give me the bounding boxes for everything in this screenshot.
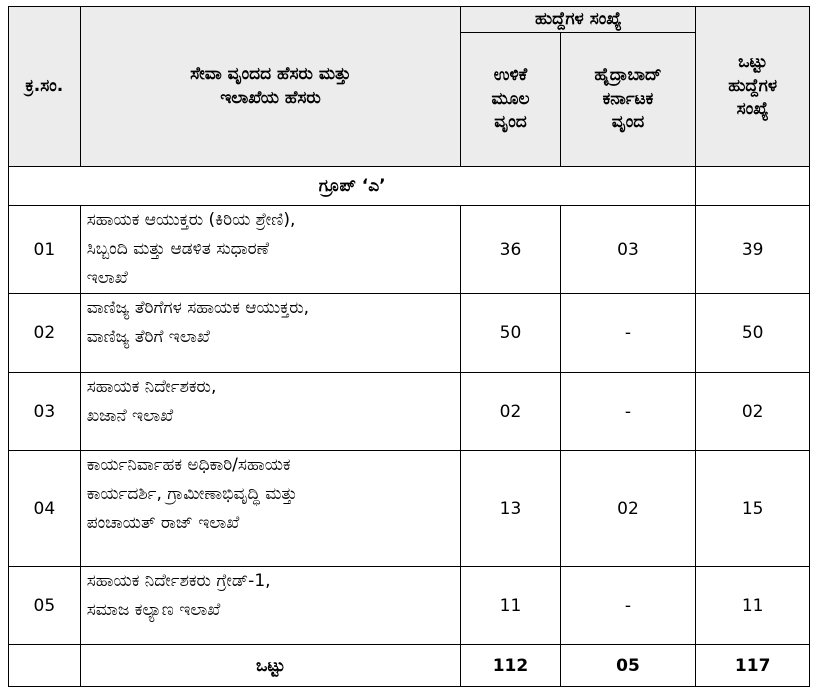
group-row — [9, 167, 810, 206]
row-service-name — [80, 451, 461, 567]
row-hk: 02 — [560, 451, 696, 567]
total-header-line: ಹುದ್ದೆಗಳ — [728, 75, 778, 96]
header-row-top — [9, 7, 810, 33]
row-residual: 36 — [461, 206, 560, 294]
total-posts-header — [696, 7, 810, 167]
row-hk: - — [560, 567, 696, 645]
service-name-header — [80, 7, 461, 167]
service-name-header-line: ಸೇವಾ ವೃಂದದ ಹೆಸರು ಮತ್ತು — [190, 63, 351, 84]
table-row — [9, 567, 810, 645]
totals-hk: 05 — [560, 645, 696, 687]
service-line: ಸಹಾಯಕ ನಿರ್ದೇಶಕರು, — [86, 377, 217, 397]
row-residual: 50 — [461, 294, 560, 373]
totals-label: ಒಟ್ಟು — [80, 645, 461, 687]
table-row — [9, 373, 810, 451]
row-total: 15 — [696, 451, 810, 567]
row-residual: 13 — [461, 451, 560, 567]
service-line: ಕಾರ್ಯನಿರ್ವಾಹಕ ಅಧಿಕಾರಿ/ಸಹಾಯಕ — [86, 455, 291, 475]
row-service-name — [80, 567, 461, 645]
totals-row — [9, 645, 810, 687]
service-line: ಕಾರ್ಯದರ್ಶಿ, ಗ್ರಾಮೀಣಾಭಿವೃದ್ಧಿ ಮತ್ತು — [86, 483, 298, 504]
row-residual: 02 — [461, 373, 560, 451]
total-header-line: ಒಟ್ಟು — [738, 51, 768, 72]
service-line: ವಾಣಿಜ್ಯ ತೆರಿಗೆಗಳ ಸಹಾಯಕ ಆಯುಕ್ತರು, — [86, 298, 310, 318]
table-row — [9, 451, 810, 567]
group-label: ಗ್ರೂಪ್ ‘ಎ’ — [9, 167, 696, 206]
totals-residual: 112 — [461, 645, 560, 687]
serial-header: ಕ್ರ.ಸಂ. — [9, 7, 81, 167]
service-line: ಖಜಾನೆ ಇಲಾಖೆ — [86, 405, 174, 426]
service-line: ಸಹಾಯಕ ನಿರ್ದೇಶಕರು ಗ್ರೇಡ್-1, — [86, 571, 271, 591]
service-line: ಸಿಬ್ಬಂದಿ ಮತ್ತು ಆಡಳಿತ ಸುಧಾರಣೆ — [86, 238, 270, 259]
row-serial: 02 — [9, 294, 81, 373]
service-line: ಇಲಾಖೆ — [86, 267, 128, 288]
row-service-name — [80, 373, 461, 451]
row-total: 39 — [696, 206, 810, 294]
totals-empty-cell — [9, 645, 81, 687]
residual-cadre-header — [461, 33, 560, 167]
row-hk: - — [560, 373, 696, 451]
row-service-name — [80, 294, 461, 373]
row-serial: 03 — [9, 373, 81, 451]
row-residual: 11 — [461, 567, 560, 645]
residual-header-line: ಮೂಲ — [491, 88, 530, 109]
posts-table — [8, 6, 810, 687]
row-total: 50 — [696, 294, 810, 373]
hk-header-line: ಹೈದ್ರಾಬಾದ್ — [594, 64, 662, 85]
row-serial: 01 — [9, 206, 81, 294]
row-hk: - — [560, 294, 696, 373]
posts-count-header: ಹುದ್ದೆಗಳ ಸಂಖ್ಯೆ — [461, 7, 696, 33]
row-serial: 04 — [9, 451, 81, 567]
total-header-line: ಸಂಖ್ಯೆ — [736, 99, 769, 120]
group-empty-cell — [696, 167, 810, 206]
table-row — [9, 294, 810, 373]
service-line: ಸಮಾಜ ಕಲ್ಯಾಣ ಇಲಾಖೆ — [86, 599, 221, 620]
row-service-name — [80, 206, 461, 294]
hk-header-line: ವೃಂದ — [611, 112, 645, 133]
service-line: ವಾಣಿಜ್ಯ ತೆರಿಗೆ ಇಲಾಖೆ — [86, 326, 210, 347]
service-name-header-line: ಇಲಾಖೆಯ ಹೆಸರು — [220, 87, 321, 108]
residual-header-line: ಉಳಿಕೆ — [493, 64, 528, 85]
row-serial: 05 — [9, 567, 81, 645]
hk-header-line: ಕರ್ನಾಟಕ — [602, 88, 654, 109]
hk-cadre-header — [560, 33, 696, 167]
row-total: 11 — [696, 567, 810, 645]
row-hk: 03 — [560, 206, 696, 294]
service-line: ಸಹಾಯಕ ಆಯುಕ್ತರು (ಕಿರಿಯ ಶ್ರೇಣಿ), — [86, 210, 296, 230]
totals-total: 117 — [696, 645, 810, 687]
residual-header-line: ವೃಂದ — [494, 112, 527, 133]
row-total: 02 — [696, 373, 810, 451]
service-line: ಪಂಚಾಯತ್ ರಾಜ್ ಇಲಾಖೆ — [86, 512, 240, 533]
table-row — [9, 206, 810, 294]
